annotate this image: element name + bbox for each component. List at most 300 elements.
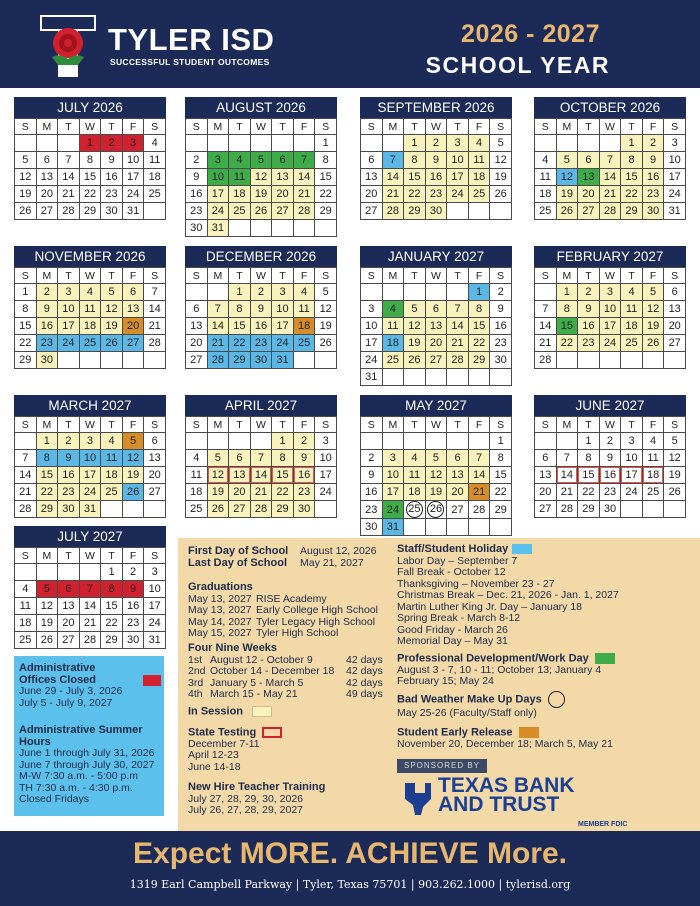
day-cell: 11: [382, 318, 404, 335]
weekday-header: S: [15, 548, 37, 564]
day-cell: 8: [556, 301, 578, 318]
day-cell: 9: [599, 450, 621, 467]
day-cell: 8: [404, 152, 426, 169]
day-cell: [468, 433, 490, 450]
weekday-header: S: [144, 548, 166, 564]
day-cell: 17: [621, 467, 643, 484]
day-cell: 4: [382, 301, 404, 318]
day-cell: 25: [186, 501, 208, 518]
day-cell: 7: [556, 450, 578, 467]
day-cell: [599, 352, 621, 369]
day-cell: [272, 220, 294, 237]
day-cell: 14: [293, 169, 315, 186]
day-cell: 22: [101, 615, 123, 632]
day-cell: [144, 352, 166, 369]
day-cell: 30: [361, 519, 383, 536]
day-cell: 16: [122, 598, 144, 615]
week-row: [535, 284, 686, 301]
month-title: MARCH 2027: [14, 395, 166, 416]
day-cell: 4: [186, 450, 208, 467]
weekday-header: T: [101, 417, 123, 433]
day-cell: 13: [122, 301, 144, 318]
day-cell: [186, 433, 208, 450]
day-cell: 11: [144, 152, 166, 169]
week-row: [535, 433, 686, 450]
day-cell: 28: [535, 352, 557, 369]
day-cell: 2: [293, 433, 315, 450]
week-row: [535, 152, 686, 169]
weekday-header: T: [404, 268, 426, 284]
day-cell: 15: [578, 467, 600, 484]
day-cell: 31: [79, 501, 101, 518]
day-cell: 2: [578, 284, 600, 301]
day-cell: 29: [621, 203, 643, 220]
graduations-heading: Graduations: [188, 581, 253, 593]
weekday-header: T: [578, 119, 600, 135]
day-cell: [621, 352, 643, 369]
week-row: [186, 301, 337, 318]
day-cell: [15, 135, 37, 152]
day-cell: 9: [186, 169, 208, 186]
weekday-header: T: [272, 268, 294, 284]
day-cell: 31: [122, 203, 144, 220]
holiday-swatch: [512, 544, 532, 554]
new-hire-heading: New Hire Teacher Training: [188, 781, 326, 793]
day-cell: 6: [361, 152, 383, 169]
weekday-header: F: [293, 268, 315, 284]
day-cell: 16: [101, 169, 123, 186]
day-cell: 16: [361, 484, 383, 501]
day-cell: 21: [79, 615, 101, 632]
day-cell: [144, 203, 166, 220]
day-cell: 4: [468, 135, 490, 152]
day-cell: [272, 135, 294, 152]
day-cell: 10: [58, 301, 80, 318]
day-cell: 20: [36, 186, 58, 203]
month-grid: [534, 118, 686, 220]
day-cell: [447, 203, 469, 220]
weekday-header-row: [535, 268, 686, 284]
day-cell: 27: [535, 501, 557, 518]
day-cell: 7: [144, 284, 166, 301]
day-cell: 27: [58, 632, 80, 649]
day-cell: 20: [535, 484, 557, 501]
week-row: [15, 450, 166, 467]
week-row: [186, 186, 337, 203]
week-row: [186, 450, 337, 467]
day-cell: [382, 369, 404, 386]
weekday-header-row: [186, 268, 337, 284]
day-cell: 12: [122, 450, 144, 467]
day-cell: 13: [272, 169, 294, 186]
weekday-header: M: [36, 548, 58, 564]
weekday-header: T: [229, 268, 251, 284]
day-cell: 18: [404, 484, 426, 501]
day-cell: 24: [207, 203, 229, 220]
day-cell: 22: [556, 335, 578, 352]
graduation-date: May 13, 2027: [188, 592, 252, 605]
day-cell: [404, 519, 426, 536]
day-cell: 19: [15, 186, 37, 203]
day-cell: 17: [207, 186, 229, 203]
week-row: [186, 152, 337, 169]
admin-summer-line: TH 7:30 a.m. - 4:30 p.m.: [19, 781, 133, 794]
term-days: 49 days: [346, 688, 383, 700]
holiday-item: Christmas Break – Dec. 21, 2026 - Jan. 1, 2027: [397, 589, 619, 601]
day-cell: 24: [599, 335, 621, 352]
week-row: [361, 433, 512, 450]
admin-closed-heading: Administrative Offices Closed: [19, 662, 97, 686]
week-row: [15, 484, 166, 501]
weekday-header: W: [599, 417, 621, 433]
day-cell: 2: [642, 135, 664, 152]
day-cell: 23: [58, 484, 80, 501]
month-grid: [360, 267, 512, 386]
day-cell: 15: [101, 598, 123, 615]
day-cell: 7: [79, 581, 101, 598]
day-cell: 14: [382, 169, 404, 186]
new-hire-date: July 26, 27, 28, 29, 2027: [188, 804, 304, 816]
day-cell: 1: [490, 433, 512, 450]
day-cell: 9: [250, 301, 272, 318]
day-cell: 18: [101, 467, 123, 484]
weekday-header-row: [15, 268, 166, 284]
week-row: [535, 352, 686, 369]
day-cell: 28: [250, 501, 272, 518]
day-cell: 10: [361, 318, 383, 335]
day-cell: 11: [79, 301, 101, 318]
day-cell: 23: [250, 335, 272, 352]
day-cell: 20: [144, 467, 166, 484]
day-cell: [229, 135, 251, 152]
day-cell: 26: [250, 203, 272, 220]
day-cell: 20: [664, 318, 686, 335]
admin-summer-line: June 7 through July 30, 2027: [19, 758, 155, 771]
holiday-heading: Staff/Student Holiday: [397, 543, 509, 555]
day-cell: [425, 369, 447, 386]
state-testing-swatch: [262, 727, 282, 738]
weekday-header: W: [425, 119, 447, 135]
weekday-header: W: [250, 417, 272, 433]
day-cell: [490, 369, 512, 386]
weekday-header: W: [79, 119, 101, 135]
day-cell: 29: [15, 352, 37, 369]
weekday-header: M: [556, 119, 578, 135]
new-hire-date: July 27, 28, 29, 30, 2026: [188, 792, 304, 805]
weekday-header: T: [404, 119, 426, 135]
member-fdic-label: MEMBER FDIC: [578, 821, 628, 828]
day-cell: 24: [382, 501, 404, 519]
day-cell: 7: [468, 450, 490, 467]
weekday-header-row: [15, 119, 166, 135]
day-cell: [361, 135, 383, 152]
day-cell: [425, 433, 447, 450]
day-cell: [447, 284, 469, 301]
month-calendar-july-2026: [14, 97, 166, 220]
term-days: 42 days: [346, 653, 383, 666]
day-cell: 21: [599, 186, 621, 203]
weekday-header-row: [535, 417, 686, 433]
weekday-header: W: [79, 417, 101, 433]
day-cell: 1: [556, 284, 578, 301]
day-cell: 6: [664, 284, 686, 301]
term-label: 2nd: [188, 665, 206, 677]
day-cell: 16: [425, 169, 447, 186]
month-grid: [534, 416, 686, 518]
day-cell: 30: [101, 203, 123, 220]
week-row: [361, 318, 512, 335]
day-cell: 2: [58, 433, 80, 450]
day-cell: 3: [315, 433, 337, 450]
day-cell: 11: [186, 467, 208, 484]
day-cell: 23: [186, 203, 208, 220]
month-title: JANUARY 2027: [360, 246, 512, 267]
day-cell: 24: [315, 484, 337, 501]
day-cell: 28: [447, 352, 469, 369]
day-cell: 30: [599, 501, 621, 518]
week-row: [361, 450, 512, 467]
day-cell: 13: [186, 318, 208, 335]
day-cell: 1: [79, 135, 101, 152]
day-cell: 23: [122, 615, 144, 632]
day-cell: 25: [15, 632, 37, 649]
day-cell: 9: [293, 450, 315, 467]
day-cell: 6: [447, 450, 469, 467]
day-cell: 8: [272, 450, 294, 467]
day-cell: 10: [382, 467, 404, 484]
day-cell: 22: [490, 484, 512, 501]
day-cell: 18: [535, 186, 557, 203]
week-row: [361, 352, 512, 369]
day-cell: 24: [122, 186, 144, 203]
state-testing-section: [188, 727, 328, 773]
day-cell: 22: [272, 484, 294, 501]
month-title: JULY 2026: [14, 97, 166, 118]
day-cell: 6: [144, 433, 166, 450]
weekday-header: F: [468, 119, 490, 135]
day-cell: 9: [425, 152, 447, 169]
month-title: JULY 2027: [14, 526, 166, 547]
weekday-header: S: [315, 417, 337, 433]
day-cell: 27: [425, 352, 447, 369]
day-cell: 2: [425, 135, 447, 152]
weekday-header: T: [621, 119, 643, 135]
day-cell: [207, 135, 229, 152]
day-cell: 13: [447, 467, 469, 484]
admin-summer-line: M-W 7:30 a.m. - 5:00 p.m: [19, 770, 139, 782]
week-row: [15, 301, 166, 318]
in-session-label: In Session: [188, 705, 244, 718]
weekday-header: F: [468, 268, 490, 284]
day-cell: [229, 220, 251, 237]
day-cell: 17: [664, 169, 686, 186]
day-cell: 24: [144, 615, 166, 632]
month-grid: [14, 547, 166, 649]
day-cell: 10: [621, 450, 643, 467]
day-cell: 27: [272, 203, 294, 220]
day-cell: [404, 501, 426, 519]
weekday-header: S: [144, 417, 166, 433]
day-cell: 10: [144, 581, 166, 598]
in-session-key: [188, 706, 298, 718]
day-cell: 13: [58, 598, 80, 615]
weekday-header: F: [642, 417, 664, 433]
day-cell: 19: [36, 615, 58, 632]
day-cell: 21: [382, 186, 404, 203]
day-cell: 20: [578, 186, 600, 203]
day-cell: 8: [15, 301, 37, 318]
day-cell: 14: [250, 467, 272, 484]
weekday-header: S: [361, 268, 383, 284]
day-cell: 20: [272, 186, 294, 203]
day-cell: 29: [79, 203, 101, 220]
weekday-header: S: [490, 417, 512, 433]
day-cell: 23: [642, 186, 664, 203]
holiday-item: Labor Day – September 7: [397, 554, 518, 567]
month-calendar-march-2027: [14, 395, 166, 518]
weekday-header: F: [293, 119, 315, 135]
weekday-header: T: [447, 268, 469, 284]
day-cell: 1: [272, 433, 294, 450]
day-cell: 26: [122, 484, 144, 501]
day-cell: 12: [404, 318, 426, 335]
term-range: October 14 - December 18: [210, 665, 335, 677]
day-cell: 30: [490, 352, 512, 369]
day-cell: 22: [315, 186, 337, 203]
day-cell: [293, 135, 315, 152]
day-cell: [15, 433, 37, 450]
day-cell: 7: [382, 152, 404, 169]
weekday-header: T: [58, 119, 80, 135]
day-cell: [315, 220, 337, 237]
day-cell: 25: [229, 203, 251, 220]
day-cell: [535, 433, 557, 450]
day-cell: 26: [556, 203, 578, 220]
day-cell: 15: [490, 467, 512, 484]
day-cell: 26: [207, 501, 229, 518]
day-cell: 13: [578, 169, 600, 186]
week-row: [186, 352, 337, 369]
week-row: [15, 564, 166, 581]
day-cell: [642, 501, 664, 518]
early-release-heading: Student Early Release: [397, 726, 513, 739]
week-row: [15, 169, 166, 186]
day-cell: [229, 433, 251, 450]
day-cell: 29: [101, 632, 123, 649]
day-cell: 29: [468, 352, 490, 369]
day-cell: [425, 501, 447, 519]
day-cell: 16: [293, 467, 315, 484]
week-row: [15, 433, 166, 450]
day-cell: 12: [36, 598, 58, 615]
month-grid: [360, 416, 512, 536]
day-cell: [122, 352, 144, 369]
day-cell: 14: [447, 318, 469, 335]
day-cell: 11: [535, 169, 557, 186]
day-cell: 7: [599, 152, 621, 169]
day-cell: 16: [186, 186, 208, 203]
day-cell: 26: [15, 203, 37, 220]
first-day-label: First Day of School: [188, 545, 289, 557]
day-cell: 28: [144, 335, 166, 352]
weekday-header: M: [382, 417, 404, 433]
day-cell: [293, 352, 315, 369]
day-cell: 22: [79, 186, 101, 203]
weekday-header: F: [122, 119, 144, 135]
bank-name: [438, 776, 575, 814]
day-cell: 12: [556, 169, 578, 186]
day-cell: 3: [122, 135, 144, 152]
day-cell: 7: [293, 152, 315, 169]
month-title: OCTOBER 2026: [534, 97, 686, 118]
day-cell: 20: [361, 186, 383, 203]
weekday-header: T: [447, 417, 469, 433]
month-calendar-september-2026: [360, 97, 512, 220]
day-cell: 8: [578, 450, 600, 467]
day-cell: 3: [664, 135, 686, 152]
day-cell: 15: [404, 169, 426, 186]
day-cell: 25: [468, 186, 490, 203]
day-cell: 28: [58, 203, 80, 220]
day-cell: 12: [101, 301, 123, 318]
week-row: [186, 135, 337, 152]
week-row: [535, 318, 686, 335]
graduation-date: May 15, 2027: [188, 627, 252, 639]
day-cell: 25: [79, 335, 101, 352]
month-title: JUNE 2027: [534, 395, 686, 416]
day-cell: [15, 564, 37, 581]
day-cell: 3: [361, 301, 383, 318]
day-cell: 15: [272, 467, 294, 484]
day-cell: [382, 284, 404, 301]
weekday-header-row: [535, 119, 686, 135]
month-calendar-november-2026: [14, 246, 166, 369]
weekday-header: W: [425, 268, 447, 284]
day-cell: 21: [293, 186, 315, 203]
week-row: [15, 135, 166, 152]
weekday-header: S: [144, 119, 166, 135]
term-days: 42 days: [346, 665, 383, 677]
day-cell: 25: [621, 335, 643, 352]
month-title: NOVEMBER 2026: [14, 246, 166, 267]
makeup-day-circle: 25: [406, 501, 423, 518]
admin-hours-panel: [14, 656, 164, 816]
day-cell: 17: [315, 467, 337, 484]
day-cell: 26: [642, 335, 664, 352]
weekday-header: T: [58, 417, 80, 433]
weekday-header: T: [58, 548, 80, 564]
weekday-header: S: [535, 268, 557, 284]
week-row: [535, 501, 686, 518]
month-calendar-may-2027: [360, 395, 512, 536]
admin-summer-line: Closed Fridays: [19, 793, 90, 805]
day-cell: [79, 564, 101, 581]
weekday-header: S: [490, 119, 512, 135]
pd-swatch: [595, 653, 615, 664]
week-row: [186, 318, 337, 335]
weekday-header: S: [315, 119, 337, 135]
day-cell: 15: [36, 467, 58, 484]
admin-closed-date: June 29 - July 3, 2026: [19, 685, 123, 697]
weekday-header: S: [15, 417, 37, 433]
org-tagline: SUCCESSFUL STUDENT OUTCOMES: [110, 57, 270, 67]
day-cell: 14: [58, 169, 80, 186]
day-cell: 19: [207, 484, 229, 501]
day-cell: 20: [229, 484, 251, 501]
weekday-header: F: [468, 417, 490, 433]
week-row: [361, 135, 512, 152]
day-cell: [404, 433, 426, 450]
